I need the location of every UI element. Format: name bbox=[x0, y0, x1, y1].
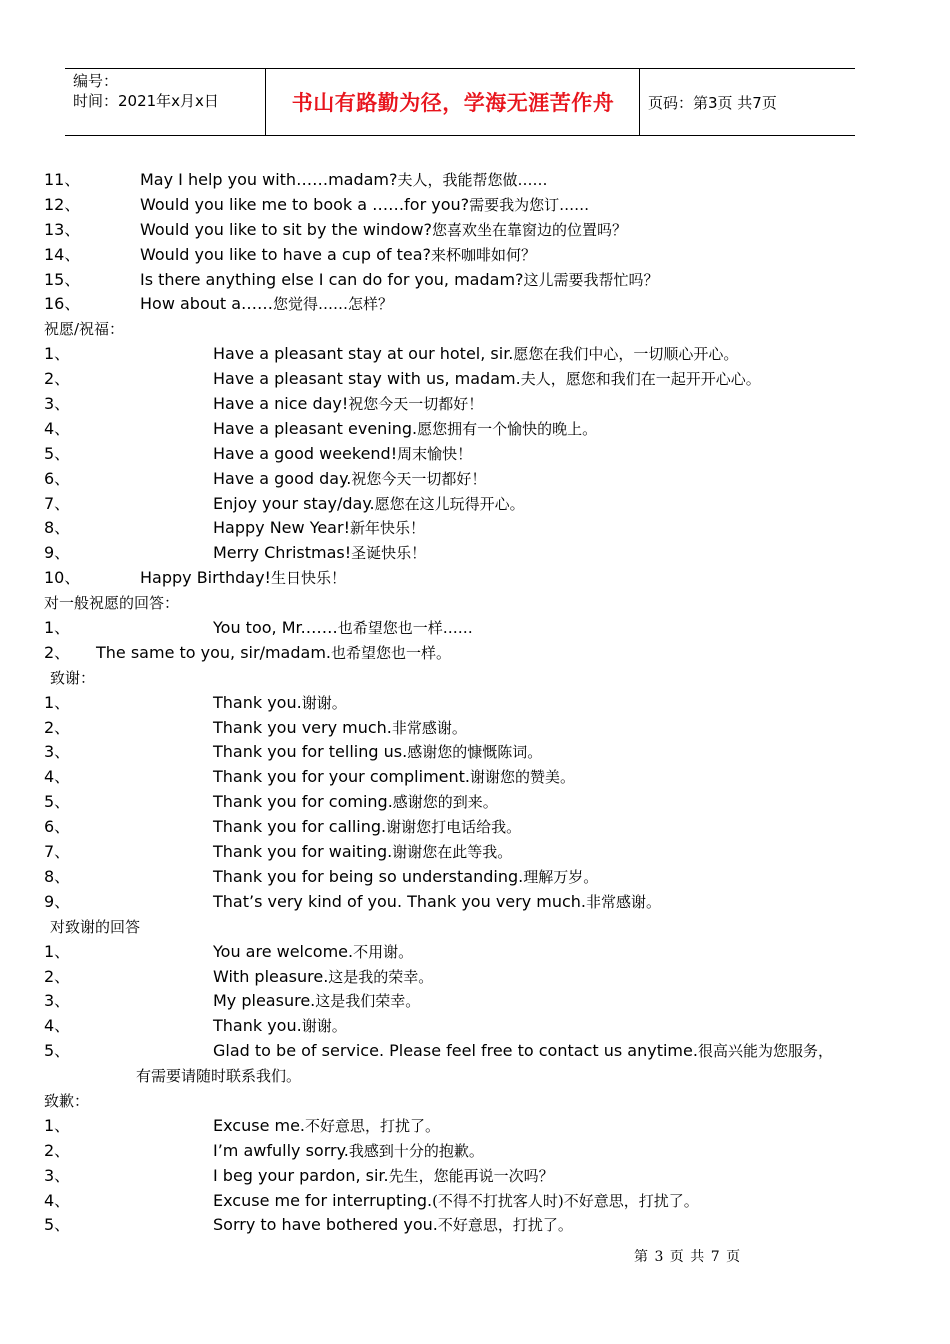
english-phrase: My pleasure. bbox=[213, 991, 316, 1011]
header-meta bbox=[73, 71, 219, 111]
chinese-translation: 谢谢您打电话给我。 bbox=[386, 818, 522, 837]
item-number: 1、 bbox=[44, 618, 71, 638]
item-text bbox=[213, 790, 498, 815]
list-item bbox=[0, 417, 950, 442]
english-phrase: Would you like to have a cup of tea? bbox=[140, 244, 431, 264]
list-item bbox=[0, 392, 950, 417]
english-phrase: Glad to be of service. Please feel free to contact us anytime. bbox=[213, 1041, 698, 1061]
item-number: 15、 bbox=[44, 269, 81, 289]
header-page-number: 页码：第3页 共7页 bbox=[648, 94, 777, 112]
section-heading-text: 致歉： bbox=[44, 1091, 90, 1110]
section-heading-text: 祝愿/祝福： bbox=[44, 320, 125, 339]
list-item bbox=[0, 965, 950, 990]
chinese-translation: 谢谢您在此等我。 bbox=[392, 843, 513, 862]
chinese-translation: 祝您今天一切都好！ bbox=[348, 395, 484, 414]
list-item bbox=[0, 691, 950, 716]
english-phrase: Happy Birthday! bbox=[140, 568, 271, 588]
chinese-translation: 感谢您的到来。 bbox=[392, 793, 498, 812]
english-phrase: Have a pleasant stay at our hotel, sir. bbox=[213, 344, 514, 364]
item-number: 1、 bbox=[44, 941, 71, 961]
item-text bbox=[140, 168, 548, 193]
item-text bbox=[140, 268, 659, 293]
list-item bbox=[0, 193, 950, 218]
item-number: 7、 bbox=[44, 493, 71, 513]
english-phrase: Would you like to sit by the window? bbox=[140, 219, 433, 239]
item-number: 4、 bbox=[44, 767, 71, 787]
list-item bbox=[0, 516, 950, 541]
list-item bbox=[0, 790, 950, 815]
english-phrase: The same to you, sir/madam. bbox=[96, 642, 331, 662]
item-number: 13、 bbox=[44, 219, 81, 239]
english-phrase: Merry Christmas! bbox=[213, 543, 352, 563]
item-number: 2、 bbox=[44, 642, 71, 662]
header-divider bbox=[639, 69, 640, 135]
english-phrase: May I help you with……madam? bbox=[140, 170, 398, 189]
chinese-translation: 祝您今天一切都好！ bbox=[351, 469, 487, 488]
english-phrase: Thank you. bbox=[213, 692, 302, 712]
item-number: 4、 bbox=[44, 1016, 71, 1036]
chinese-translation: 很高兴能为您服务， bbox=[697, 1042, 833, 1061]
header-slogan: 书山有路勤为径，学海无涯苦作舟 bbox=[291, 90, 615, 115]
item-text bbox=[213, 965, 433, 990]
item-number: 3、 bbox=[44, 742, 71, 762]
list-item bbox=[0, 1213, 950, 1238]
chinese-translation: 夫人，我能帮您做…… bbox=[397, 171, 548, 189]
item-number: 8、 bbox=[44, 866, 71, 886]
item-number: 5、 bbox=[44, 1215, 71, 1235]
list-item bbox=[0, 492, 950, 517]
chinese-translation: 来杯咖啡如何？ bbox=[430, 245, 536, 264]
item-number: 5、 bbox=[44, 443, 71, 463]
chinese-translation: 这是我们荣幸。 bbox=[315, 992, 421, 1011]
english-phrase: How about a…… bbox=[140, 294, 274, 314]
item-number: 4、 bbox=[44, 1190, 71, 1210]
item-text bbox=[213, 367, 761, 392]
list-item bbox=[0, 342, 950, 367]
item-text bbox=[213, 442, 472, 467]
document-body bbox=[0, 168, 950, 1238]
list-item bbox=[0, 467, 950, 492]
item-text bbox=[213, 691, 347, 716]
section-heading bbox=[0, 317, 950, 342]
section-heading-text: 致谢： bbox=[50, 668, 96, 687]
item-number: 5、 bbox=[44, 1041, 71, 1061]
page-header bbox=[65, 68, 855, 136]
list-item bbox=[0, 940, 950, 965]
english-phrase: Have a good weekend! bbox=[213, 443, 398, 463]
item-text bbox=[213, 616, 473, 641]
item-number: 6、 bbox=[44, 817, 71, 837]
chinese-translation: 谢谢。 bbox=[301, 1017, 347, 1036]
section-heading bbox=[0, 1089, 950, 1114]
item-text bbox=[213, 716, 467, 741]
item-text bbox=[213, 1189, 699, 1214]
item-text bbox=[213, 392, 483, 417]
english-phrase: Thank you for coming. bbox=[213, 792, 393, 812]
list-item bbox=[0, 442, 950, 467]
item-number: 5、 bbox=[44, 792, 71, 812]
chinese-translation: 您喜欢坐在靠窗边的位置吗？ bbox=[432, 220, 628, 239]
item-number: 8、 bbox=[44, 518, 71, 538]
item-number: 1、 bbox=[44, 1115, 71, 1135]
english-phrase: Have a pleasant evening. bbox=[213, 418, 418, 438]
item-text bbox=[213, 765, 575, 790]
list-item bbox=[0, 890, 950, 915]
item-text bbox=[213, 865, 598, 890]
item-number: 9、 bbox=[44, 891, 71, 911]
serial-number-label: 编号： bbox=[73, 72, 119, 90]
item-number: 2、 bbox=[44, 717, 71, 737]
chinese-translation: 谢谢您的赞美。 bbox=[470, 768, 576, 787]
chinese-translation: 圣诞快乐！ bbox=[351, 544, 427, 563]
list-item bbox=[0, 765, 950, 790]
list-item bbox=[0, 815, 950, 840]
header-divider bbox=[265, 69, 266, 135]
english-phrase: That’s very kind of you. Thank you very much. bbox=[213, 891, 587, 911]
item-number: 3、 bbox=[44, 1165, 71, 1185]
item-number: 12、 bbox=[44, 194, 81, 214]
item-number: 2、 bbox=[44, 369, 71, 389]
list-item bbox=[0, 566, 950, 591]
section-heading bbox=[0, 591, 950, 616]
english-phrase: Have a nice day! bbox=[213, 394, 349, 414]
item-text bbox=[213, 1139, 484, 1164]
chinese-translation: (不得不打扰客人时)不好意思，打扰了。 bbox=[432, 1191, 699, 1210]
chinese-translation: 不用谢。 bbox=[353, 942, 414, 961]
item-text bbox=[213, 815, 521, 840]
list-item bbox=[0, 840, 950, 865]
item-text bbox=[213, 940, 413, 965]
english-phrase: Thank you for waiting. bbox=[213, 842, 393, 862]
section-heading-text: 对致谢的回答 bbox=[50, 917, 141, 936]
item-text bbox=[213, 740, 542, 765]
item-text bbox=[213, 516, 425, 541]
list-item bbox=[0, 740, 950, 765]
item-text bbox=[213, 342, 738, 367]
item-number: 3、 bbox=[44, 394, 71, 414]
english-phrase: Have a good day. bbox=[213, 468, 352, 488]
chinese-translation: 周末愉快！ bbox=[397, 444, 473, 463]
item-text bbox=[213, 467, 486, 492]
page-footer: 第 3 页 共 7 页 bbox=[634, 1249, 742, 1265]
english-phrase: Thank you for being so understanding. bbox=[213, 866, 524, 886]
item-text bbox=[213, 840, 512, 865]
item-number: 11、 bbox=[44, 170, 81, 189]
list-item bbox=[0, 1114, 950, 1139]
item-number: 7、 bbox=[44, 842, 71, 862]
list-item bbox=[0, 367, 950, 392]
item-text bbox=[213, 1213, 573, 1238]
item-number: 16、 bbox=[44, 294, 81, 314]
list-item bbox=[0, 641, 950, 666]
english-phrase: Sorry to have bothered you. bbox=[213, 1215, 438, 1235]
chinese-translation: 愿您拥有一个愉快的晚上。 bbox=[417, 419, 598, 438]
list-item bbox=[0, 865, 950, 890]
section-heading bbox=[0, 915, 950, 940]
item-number: 3、 bbox=[44, 991, 71, 1011]
list-item bbox=[0, 168, 950, 193]
continuation-line bbox=[0, 1064, 950, 1089]
english-phrase: Would you like me to book a ……for you? bbox=[140, 194, 470, 214]
chinese-translation: 谢谢。 bbox=[301, 693, 347, 712]
english-phrase: Excuse me. bbox=[213, 1115, 306, 1135]
item-text bbox=[213, 541, 426, 566]
list-item bbox=[0, 616, 950, 641]
english-phrase: I’m awfully sorry. bbox=[213, 1140, 349, 1160]
english-phrase: Excuse me for interrupting. bbox=[213, 1190, 433, 1210]
chinese-translation: 非常感谢。 bbox=[391, 718, 467, 737]
item-text bbox=[213, 1114, 440, 1139]
item-number: 14、 bbox=[44, 244, 81, 264]
chinese-translation: 也希望您也一样…… bbox=[337, 619, 473, 638]
section-heading bbox=[0, 666, 950, 691]
item-number: 10、 bbox=[44, 568, 81, 588]
list-item bbox=[0, 218, 950, 243]
chinese-translation: 愿您在这儿玩得开心。 bbox=[374, 494, 525, 513]
english-phrase: I beg your pardon, sir. bbox=[213, 1165, 389, 1185]
item-text bbox=[213, 1164, 554, 1189]
item-text bbox=[213, 989, 420, 1014]
list-item bbox=[0, 243, 950, 268]
item-number: 1、 bbox=[44, 344, 71, 364]
english-phrase: Thank you for telling us. bbox=[213, 742, 408, 762]
item-text bbox=[213, 492, 525, 517]
english-phrase: Is there anything else I can do for you, madam? bbox=[140, 269, 524, 289]
chinese-translation: 不好意思，打扰了。 bbox=[305, 1116, 441, 1135]
item-number: 4、 bbox=[44, 418, 71, 438]
item-text bbox=[213, 1039, 833, 1064]
english-phrase: Thank you very much. bbox=[213, 717, 392, 737]
item-number: 6、 bbox=[44, 468, 71, 488]
item-text bbox=[213, 890, 661, 915]
chinese-translation: 需要我为您订…… bbox=[469, 195, 590, 214]
item-text bbox=[140, 292, 393, 317]
item-text bbox=[96, 641, 451, 666]
item-number: 2、 bbox=[44, 966, 71, 986]
chinese-translation: 生日快乐！ bbox=[270, 569, 346, 588]
chinese-translation: 也希望您也一样。 bbox=[331, 643, 452, 662]
list-item bbox=[0, 1189, 950, 1214]
list-item bbox=[0, 716, 950, 741]
item-text bbox=[140, 566, 346, 591]
chinese-translation: 非常感谢。 bbox=[586, 892, 662, 911]
chinese-translation: 夫人，愿您和我们在一起开开心心。 bbox=[520, 370, 761, 389]
item-text bbox=[140, 218, 627, 243]
chinese-translation: 先生，您能再说一次吗？ bbox=[388, 1166, 554, 1185]
chinese-translation: 不好意思，打扰了。 bbox=[437, 1216, 573, 1235]
chinese-translation: 这儿需要我帮忙吗？ bbox=[523, 270, 659, 289]
english-phrase: Have a pleasant stay with us, madam. bbox=[213, 369, 521, 389]
english-phrase: Thank you for calling. bbox=[213, 817, 387, 837]
item-text bbox=[213, 1014, 347, 1039]
item-text bbox=[140, 193, 589, 218]
continuation-text: 有需要请随时联系我们。 bbox=[136, 1067, 302, 1086]
english-phrase: You too, Mr.…… bbox=[213, 618, 338, 638]
list-item bbox=[0, 1014, 950, 1039]
item-number: 9、 bbox=[44, 543, 71, 563]
list-item bbox=[0, 292, 950, 317]
list-item bbox=[0, 268, 950, 293]
english-phrase: You are welcome. bbox=[213, 941, 354, 961]
list-item bbox=[0, 541, 950, 566]
chinese-translation: 您觉得……怎样？ bbox=[273, 295, 394, 314]
list-item bbox=[0, 989, 950, 1014]
chinese-translation: 愿您在我们中心，一切顺心开心。 bbox=[513, 345, 739, 364]
english-phrase: Enjoy your stay/day. bbox=[213, 493, 375, 513]
section-heading-text: 对一般祝愿的回答： bbox=[44, 594, 180, 613]
list-item bbox=[0, 1039, 950, 1064]
item-text bbox=[213, 417, 597, 442]
english-phrase: Thank you. bbox=[213, 1016, 302, 1036]
chinese-translation: 感谢您的慷慨陈词。 bbox=[407, 743, 543, 762]
item-number: 2、 bbox=[44, 1140, 71, 1160]
list-item bbox=[0, 1139, 950, 1164]
chinese-translation: 新年快乐！ bbox=[349, 519, 425, 538]
time-label: 时间：2021年x月x日 bbox=[73, 92, 219, 110]
list-item bbox=[0, 1164, 950, 1189]
english-phrase: Thank you for your compliment. bbox=[213, 767, 470, 787]
item-text bbox=[140, 243, 536, 268]
chinese-translation: 我感到十分的抱歉。 bbox=[348, 1141, 484, 1160]
chinese-translation: 理解万岁。 bbox=[523, 867, 599, 886]
english-phrase: With pleasure. bbox=[213, 966, 329, 986]
chinese-translation: 这是我的荣幸。 bbox=[328, 967, 434, 986]
english-phrase: Happy New Year! bbox=[213, 518, 350, 538]
item-number: 1、 bbox=[44, 692, 71, 712]
